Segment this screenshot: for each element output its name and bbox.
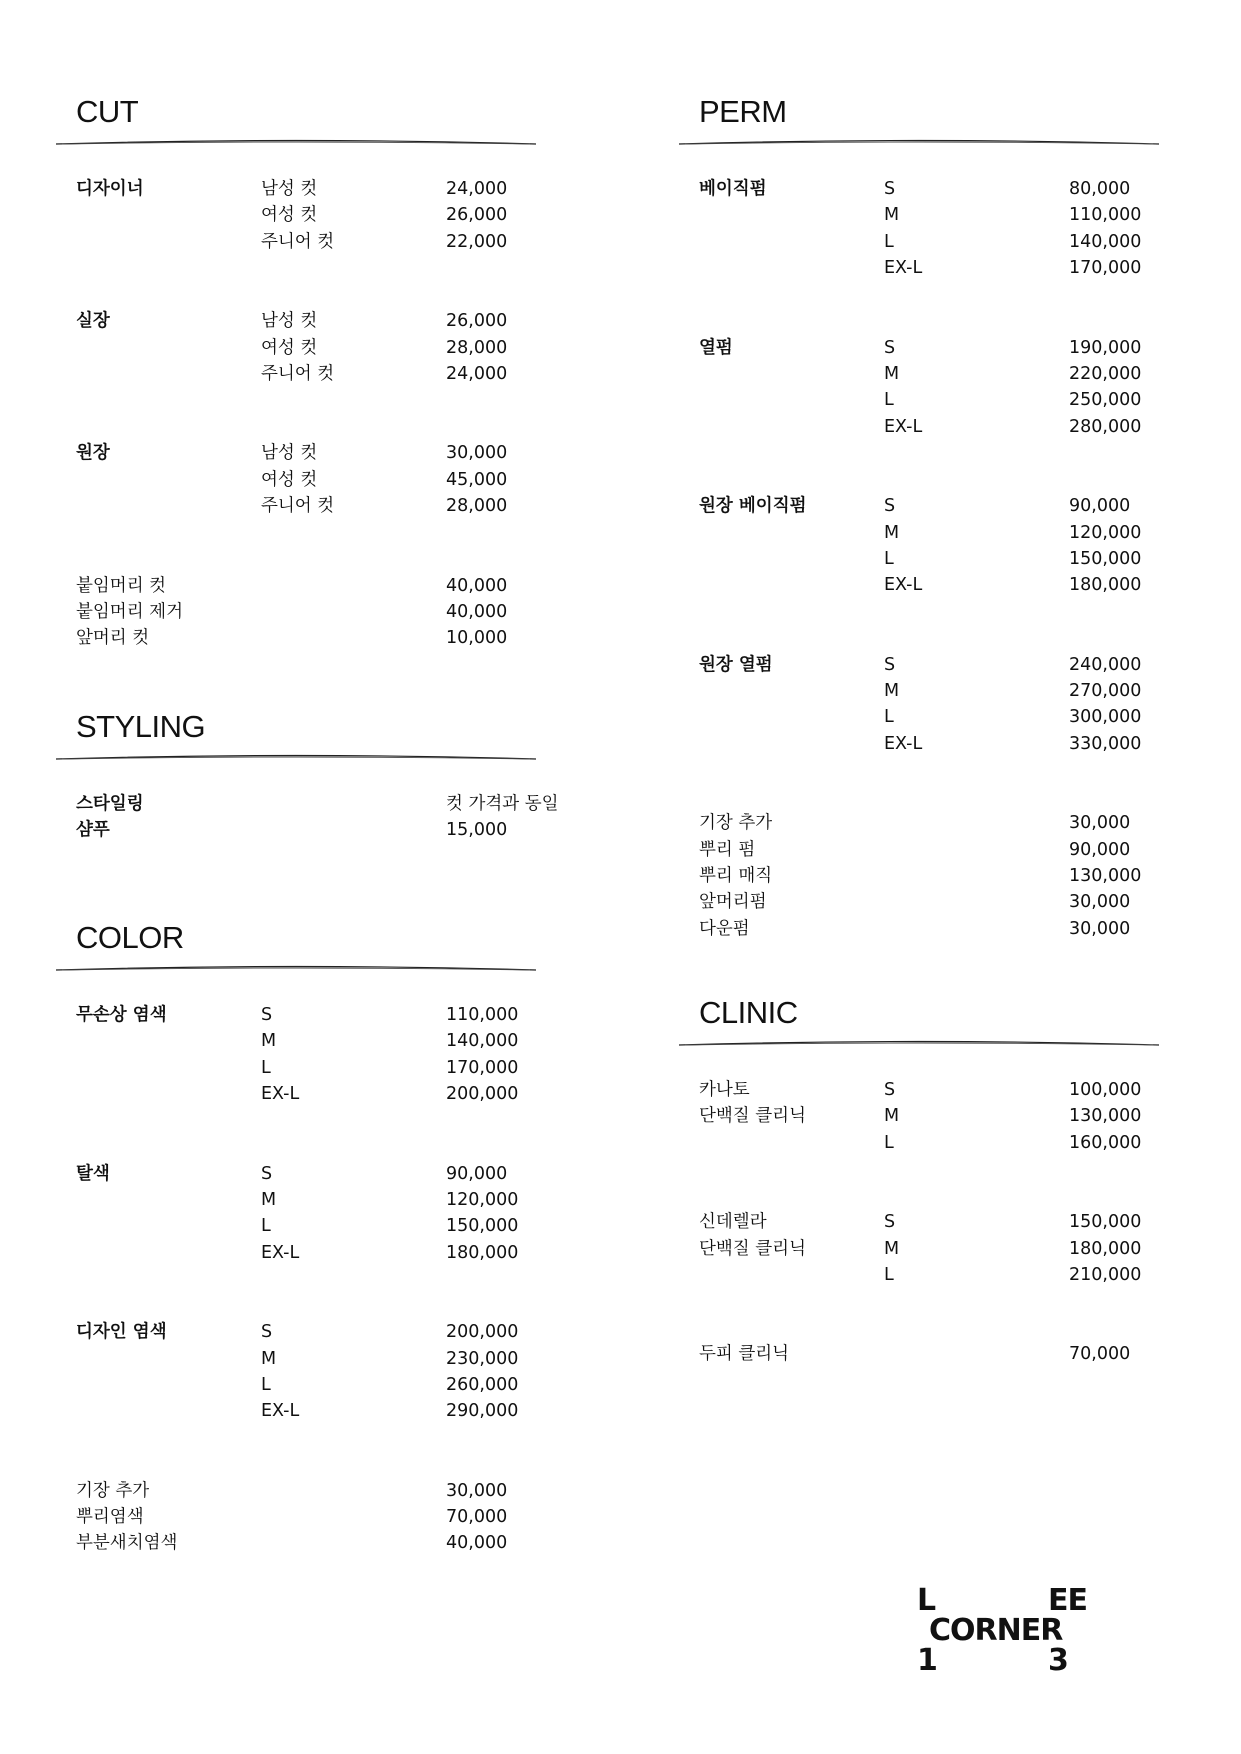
option-label: L	[884, 1264, 894, 1285]
price-value: 180,000	[446, 1242, 519, 1263]
group-label: 실장	[76, 311, 110, 332]
price-value: 250,000	[1069, 390, 1142, 411]
price-value: 28,000	[446, 337, 508, 358]
price-value: 120,000	[446, 1189, 519, 1210]
price-value: 150,000	[446, 1216, 519, 1237]
price-value: 130,000	[1069, 866, 1142, 887]
option-label: 주니어 컷	[261, 231, 335, 252]
section-divider	[679, 1039, 1159, 1049]
price-value: 270,000	[1069, 681, 1142, 702]
option-label: 남성 컷	[261, 311, 318, 332]
price-value: 28,000	[446, 496, 508, 517]
group-label: 열펌	[699, 337, 733, 358]
section-divider	[56, 138, 536, 148]
item-label: 앞머리펌	[699, 892, 767, 913]
item-label: 스타일링	[76, 794, 144, 814]
option-label: 주니어 컷	[261, 363, 335, 384]
price-value: 24,000	[446, 363, 508, 384]
group-label: 디자인 염색	[76, 1322, 167, 1343]
section-title-styling: STYLING	[76, 709, 206, 744]
logo-letter: 1	[917, 1643, 937, 1678]
price-value: 70,000	[446, 1507, 508, 1528]
option-label: EX-L	[261, 1242, 300, 1263]
option-label: M	[884, 1106, 900, 1127]
price-value: 260,000	[446, 1374, 519, 1395]
option-label: 남성 컷	[261, 443, 318, 464]
price-value: 100,000	[1069, 1080, 1142, 1100]
price-value: 30,000	[1069, 918, 1131, 939]
option-label: 여성 컷	[261, 469, 318, 490]
option-label: EX-L	[261, 1084, 300, 1105]
price-value: 80,000	[1069, 179, 1131, 199]
option-label: L	[884, 390, 894, 411]
item-label: 샴푸	[76, 820, 110, 841]
price-value: 30,000	[1069, 813, 1131, 834]
item-label: 뿌리 펌	[699, 839, 756, 860]
option-label: 주니어 컷	[261, 496, 335, 517]
option-label: M	[884, 681, 900, 702]
price-value: 40,000	[446, 575, 508, 596]
price-value: 120,000	[1069, 522, 1142, 543]
option-label: S	[884, 496, 896, 517]
price-value: 110,000	[1069, 205, 1142, 226]
option-label: M	[884, 522, 900, 543]
price-value: 150,000	[1069, 548, 1142, 569]
price-value: 200,000	[446, 1322, 519, 1343]
price-value: 190,000	[1069, 337, 1142, 358]
option-label: EX-L	[884, 416, 923, 437]
option-label: S	[884, 1080, 896, 1100]
price-value: 220,000	[1069, 363, 1142, 384]
price-value: 90,000	[1069, 496, 1131, 517]
item-label: 기장 추가	[699, 813, 773, 834]
price-value: 90,000	[446, 1163, 508, 1184]
price-value: 170,000	[446, 1057, 519, 1078]
price-value: 40,000	[446, 601, 508, 622]
option-label: M	[884, 363, 900, 384]
item-label: 뿌리 매직	[699, 866, 773, 887]
price-value: 210,000	[1069, 1264, 1142, 1285]
price-value: 160,000	[1069, 1132, 1142, 1153]
price-value: 컷 가격과 동일	[446, 794, 559, 814]
option-label: S	[884, 654, 896, 675]
price-value: 26,000	[446, 311, 508, 332]
price-value: 140,000	[1069, 231, 1142, 252]
group-label: 카나토	[699, 1080, 750, 1100]
price-value: 10,000	[446, 628, 508, 649]
logo-letter: EE	[1048, 1583, 1087, 1618]
option-label: S	[884, 179, 896, 199]
price-value: 170,000	[1069, 258, 1142, 279]
group-label: 베이직펌	[699, 179, 767, 199]
price-value: 180,000	[1069, 1238, 1142, 1259]
section-divider	[679, 138, 1159, 148]
price-value: 110,000	[446, 1005, 519, 1025]
group-label: 단백질 클리닉	[699, 1238, 806, 1259]
price-value: 140,000	[446, 1031, 519, 1052]
price-value: 90,000	[1069, 839, 1131, 860]
option-label: L	[884, 1132, 894, 1153]
option-label: S	[884, 1212, 896, 1233]
option-label: S	[884, 337, 896, 358]
option-label: EX-L	[884, 733, 923, 754]
option-label: L	[884, 548, 894, 569]
price-value: 130,000	[1069, 1106, 1142, 1127]
option-label: S	[261, 1163, 273, 1184]
item-label: 붙임머리 컷	[76, 575, 167, 596]
option-label: M	[884, 1238, 900, 1259]
price-value: 300,000	[1069, 707, 1142, 728]
item-label: 두피 클리닉	[699, 1344, 790, 1365]
option-label: S	[261, 1005, 273, 1025]
price-value: 22,000	[446, 231, 508, 252]
option-label: L	[261, 1374, 271, 1395]
section-title-clinic: CLINIC	[699, 995, 798, 1030]
logo-letter: 3	[1048, 1643, 1068, 1678]
group-label: 원장	[76, 443, 110, 464]
price-value: 40,000	[446, 1533, 508, 1554]
option-label: EX-L	[261, 1401, 300, 1422]
section-title-color: COLOR	[76, 920, 184, 955]
option-label: S	[261, 1322, 273, 1343]
price-value: 240,000	[1069, 654, 1142, 675]
group-label: 원장 열펌	[699, 654, 773, 675]
brand-logo	[917, 1583, 1122, 1678]
option-label: 여성 컷	[261, 205, 318, 226]
option-label: L	[261, 1057, 271, 1078]
group-label: 단백질 클리닉	[699, 1106, 806, 1127]
option-label: M	[261, 1189, 277, 1210]
price-value: 24,000	[446, 179, 508, 199]
price-value: 15,000	[446, 820, 508, 841]
price-value: 180,000	[1069, 575, 1142, 596]
section-divider	[56, 964, 536, 974]
price-value: 290,000	[446, 1401, 519, 1422]
item-label: 기장 추가	[76, 1480, 150, 1501]
option-label: M	[261, 1348, 277, 1369]
price-value: 30,000	[1069, 892, 1131, 913]
option-label: L	[884, 707, 894, 728]
price-value: 26,000	[446, 205, 508, 226]
price-value: 150,000	[1069, 1212, 1142, 1233]
group-label: 디자이너	[76, 179, 144, 199]
price-value: 230,000	[446, 1348, 519, 1369]
section-divider	[56, 753, 536, 763]
price-value: 200,000	[446, 1084, 519, 1105]
item-label: 앞머리 컷	[76, 628, 150, 649]
option-label: M	[884, 205, 900, 226]
item-label: 붙임머리 제거	[76, 601, 183, 622]
price-value: 30,000	[446, 1480, 508, 1501]
option-label: EX-L	[884, 575, 923, 596]
price-value: 30,000	[446, 443, 508, 464]
group-label: 원장 베이직펌	[699, 496, 807, 517]
section-title-perm: PERM	[699, 94, 787, 129]
item-label: 다운펌	[699, 918, 750, 939]
option-label: L	[884, 231, 894, 252]
option-label: 남성 컷	[261, 179, 318, 199]
section-title-cut: CUT	[76, 94, 139, 129]
logo-word: CORNER	[929, 1613, 1063, 1648]
group-label: 무손상 염색	[76, 1005, 167, 1025]
price-value: 330,000	[1069, 733, 1142, 754]
group-label: 탈색	[76, 1163, 110, 1184]
price-value: 280,000	[1069, 416, 1142, 437]
option-label: EX-L	[884, 258, 923, 279]
item-label: 뿌리염색	[76, 1507, 144, 1528]
price-value: 70,000	[1069, 1344, 1131, 1365]
group-label: 신데렐라	[699, 1212, 767, 1233]
logo-letter: L	[917, 1583, 936, 1618]
price-value: 45,000	[446, 469, 508, 490]
option-label: L	[261, 1216, 271, 1237]
option-label: 여성 컷	[261, 337, 318, 358]
item-label: 부분새치염색	[76, 1533, 178, 1554]
option-label: M	[261, 1031, 277, 1052]
